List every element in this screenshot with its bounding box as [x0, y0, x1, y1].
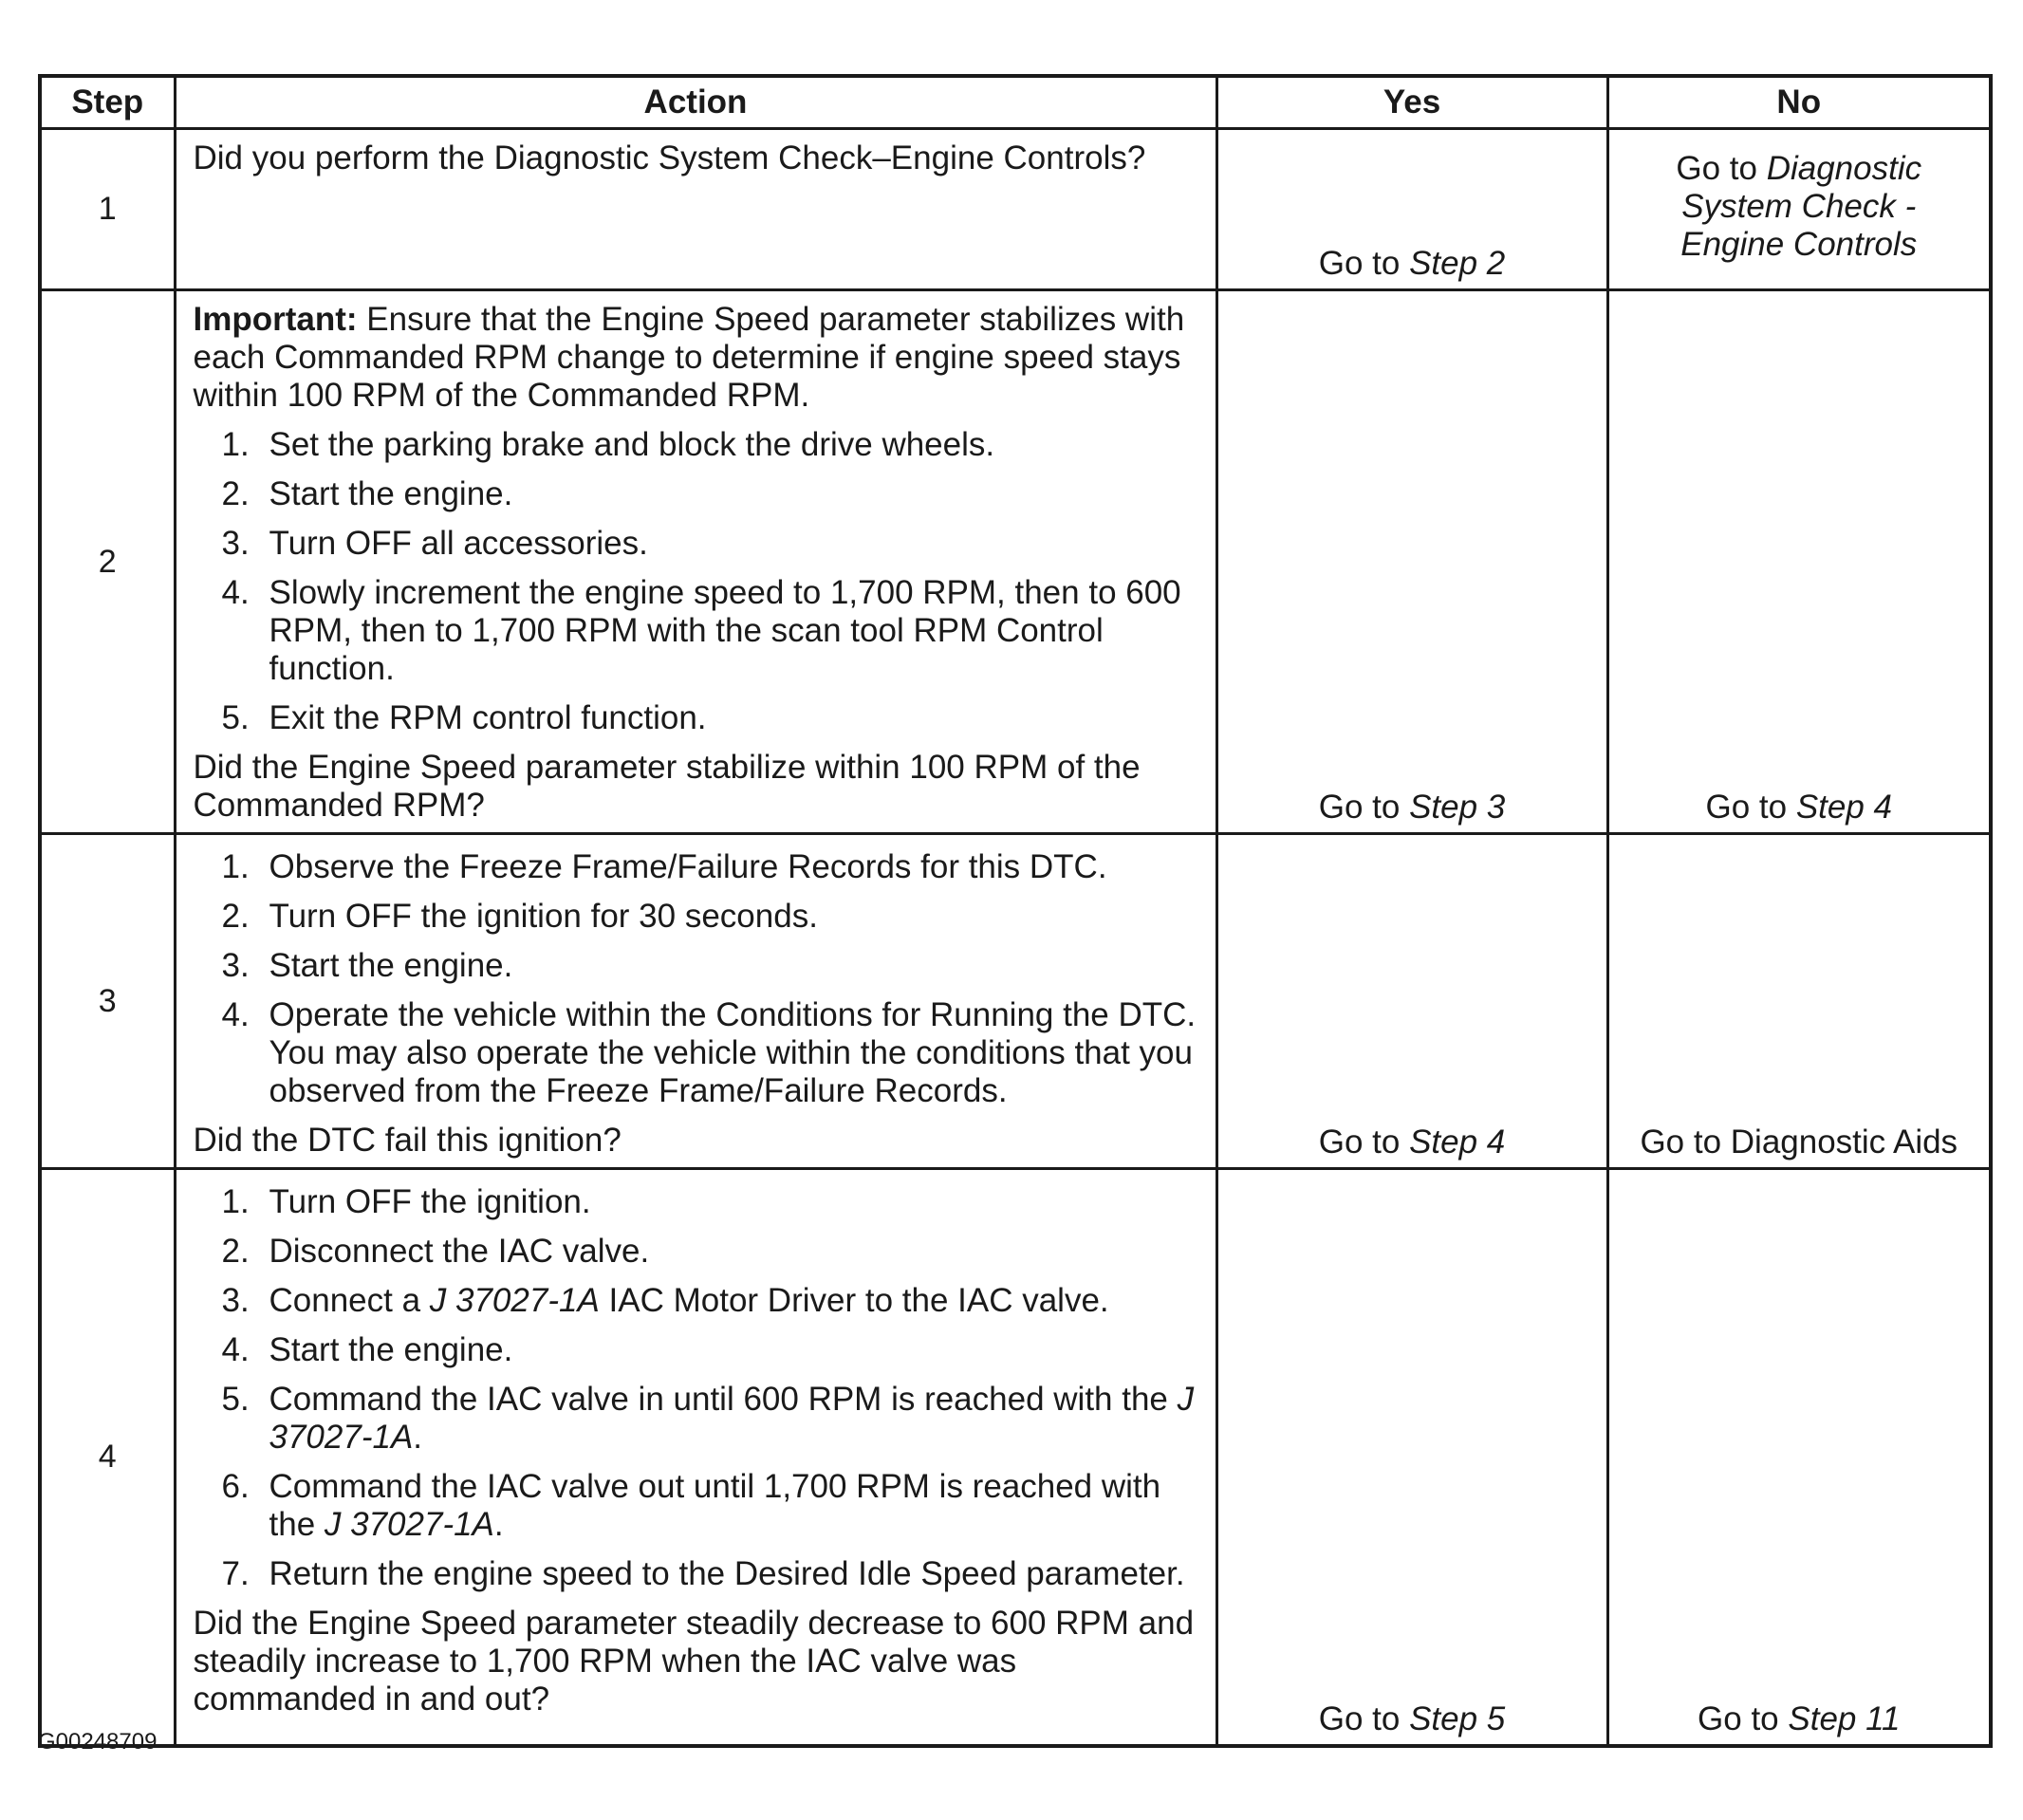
item-text: Turn OFF all accessories. — [269, 525, 648, 562]
no-cell — [1607, 290, 1991, 834]
step-number: 4 — [40, 1169, 175, 1746]
item-text: Turn OFF the ignition for 30 seconds. — [269, 898, 818, 935]
tool-name: J 37027-1A — [324, 1506, 494, 1543]
table-row-step-2 — [40, 290, 1991, 834]
item-number: 1. — [221, 426, 250, 463]
important-label: Important: — [193, 301, 358, 338]
item-text: Start the engine. — [269, 475, 513, 512]
no-cell — [1607, 834, 1991, 1169]
yes-cell — [1216, 834, 1607, 1169]
item-text: Slowly increment the engine speed to 1,700 RPM, then to 600 RPM, then to 1,700 RPM with the scan tool RPM Control function. — [269, 574, 1181, 687]
step-number: 2 — [40, 290, 175, 834]
no-prefix: Go to — [1705, 789, 1796, 826]
table-header-row — [40, 76, 1991, 129]
list-item — [194, 1183, 1200, 1221]
list-item — [194, 1282, 1200, 1320]
yes-cell — [1216, 290, 1607, 834]
item-text: Command the IAC valve in until 600 RPM is reached with the — [269, 1381, 1178, 1418]
action-cell — [175, 129, 1216, 290]
diagnostic-table — [38, 74, 1993, 1748]
yes-prefix: Go to — [1318, 1699, 1410, 1737]
action-question: Did the DTC fail this ignition? — [193, 1122, 622, 1159]
item-text: Start the engine. — [269, 1331, 513, 1368]
list-item — [194, 525, 1200, 563]
table-row-step-3 — [40, 834, 1991, 1169]
procedure-list — [194, 426, 1200, 737]
item-text: Set the parking brake and block the drive wheels. — [269, 426, 995, 463]
action-cell — [175, 290, 1216, 834]
list-item — [194, 947, 1200, 985]
item-number: 4. — [221, 996, 250, 1033]
action-cell — [175, 1169, 1216, 1746]
list-item — [194, 1381, 1200, 1457]
yes-cell — [1216, 1169, 1607, 1746]
item-number: 3. — [221, 947, 250, 984]
step-number: 1 — [40, 129, 175, 290]
item-number: 3. — [221, 525, 250, 562]
item-text: Exit the RPM control function. — [269, 699, 707, 736]
no-prefix: Go to — [1676, 149, 1767, 187]
yes-target-link[interactable]: Step 2 — [1409, 245, 1506, 282]
item-number: 4. — [221, 1331, 250, 1368]
figure-code: G00248709 — [38, 1729, 158, 1755]
list-item — [194, 1555, 1200, 1593]
item-text: Turn OFF the ignition. — [269, 1183, 591, 1220]
tool-name: J 37027-1A — [429, 1282, 600, 1319]
item-number: 2. — [221, 898, 250, 935]
table-row-step-1 — [40, 129, 1991, 290]
list-item — [194, 1233, 1200, 1271]
item-number: 3. — [221, 1282, 250, 1319]
table-row-step-4 — [40, 1169, 1991, 1746]
item-number: 6. — [221, 1468, 250, 1505]
important-note — [194, 301, 1200, 415]
item-text: Connect a — [269, 1282, 430, 1319]
item-text: IAC Motor Driver to the IAC valve. — [599, 1282, 1109, 1319]
header-yes: Yes — [1216, 76, 1607, 129]
item-number: 5. — [221, 1381, 250, 1418]
item-number: 1. — [221, 1183, 250, 1220]
yes-prefix: Go to — [1318, 789, 1410, 826]
procedure-list — [194, 848, 1200, 1110]
action-question: Did the Engine Speed parameter steadily decrease to 600 RPM and steadily increase to 1,700 RPM when the IAC valve was commanded in and out? — [193, 1605, 1195, 1718]
header-action: Action — [175, 76, 1216, 129]
item-number: 5. — [221, 699, 250, 736]
header-no: No — [1607, 76, 1991, 129]
item-number: 1. — [221, 848, 250, 885]
step-number: 3 — [40, 834, 175, 1169]
procedure-list — [194, 1183, 1200, 1593]
action-cell — [175, 834, 1216, 1169]
yes-target-link[interactable]: Step 4 — [1409, 1124, 1506, 1161]
no-target-link[interactable]: Step 11 — [1788, 1699, 1901, 1737]
action-question: Did you perform the Diagnostic System Check–Engine Controls? — [193, 139, 1146, 176]
yes-target-link[interactable]: Step 5 — [1409, 1699, 1506, 1737]
item-number: 2. — [221, 475, 250, 512]
item-text: Operate the vehicle within the Conditions for Running the DTC. You may also operate the vehicle within the conditions that you observed from the Freeze Frame/Failure Records. — [269, 996, 1197, 1109]
no-prefix: Go to — [1698, 1699, 1789, 1737]
item-text: Command the IAC valve out until 1,700 RPM is reached with the — [269, 1468, 1161, 1543]
item-text: Observe the Freeze Frame/Failure Records for this DTC. — [269, 848, 1107, 885]
list-item — [194, 699, 1200, 737]
no-cell — [1607, 129, 1991, 290]
list-item — [194, 1331, 1200, 1369]
list-item — [194, 574, 1200, 688]
no-target-link[interactable]: Step 4 — [1795, 789, 1893, 826]
item-number: 4. — [221, 574, 250, 611]
item-text: . — [413, 1419, 423, 1456]
item-text: Return the engine speed to the Desired Idle Speed parameter. — [269, 1555, 1185, 1592]
header-step: Step — [40, 76, 175, 129]
list-item — [194, 898, 1200, 936]
list-item — [194, 996, 1200, 1110]
yes-prefix: Go to — [1318, 1124, 1410, 1161]
item-number: 2. — [221, 1233, 250, 1270]
action-question: Did the Engine Speed parameter stabilize within 100 RPM of the Commanded RPM? — [193, 749, 1141, 824]
item-text: Start the engine. — [269, 947, 513, 984]
no-target-link[interactable]: Go to Diagnostic Aids — [1640, 1124, 1958, 1161]
item-text: . — [493, 1506, 504, 1543]
list-item — [194, 426, 1200, 464]
important-text: Ensure that the Engine Speed parameter stabilizes with each Commanded RPM change to determine if engine speed stays within 100 RPM of the Commanded RPM. — [193, 301, 1185, 414]
yes-target-link[interactable]: Step 3 — [1409, 789, 1506, 826]
list-item — [194, 475, 1200, 513]
tool-name: J 37027-1A — [269, 1381, 1195, 1456]
yes-prefix: Go to — [1318, 245, 1410, 282]
item-text: Disconnect the IAC valve. — [269, 1233, 650, 1270]
no-cell — [1607, 1169, 1991, 1746]
list-item — [194, 848, 1200, 886]
yes-cell — [1216, 129, 1607, 290]
no-target-link[interactable]: Diagnostic System Check - Engine Controls — [1680, 149, 1922, 263]
list-item — [194, 1468, 1200, 1544]
item-number: 7. — [221, 1555, 250, 1592]
